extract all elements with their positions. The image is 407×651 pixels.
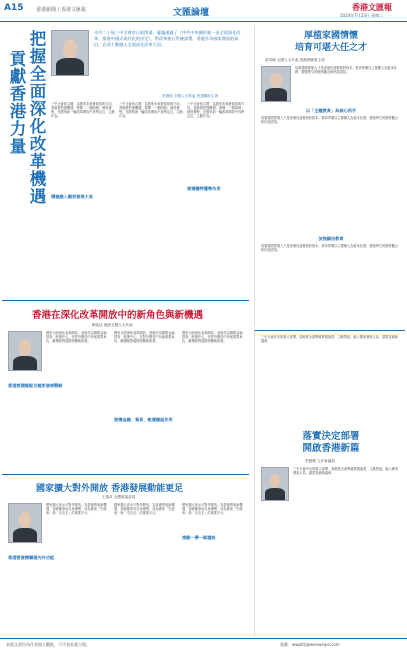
article-2-subhead-1: 香港要積極配合國家發展戰略	[8, 383, 63, 388]
article-1-title	[6, 30, 46, 292]
article-3-body: 國家擴大高水平對外開放，為香港帶來新機遇，香港應善用自身優勢，成為國家「引進來」與「走出去」的重要平台。	[46, 503, 107, 516]
article-4-body-3: 培養愛國愛港人才是香港長遠發展的根本，教育界應以立德樹人為根本任務，增強學生的國家觀念和民族認同。	[261, 244, 399, 253]
article-1-body: 三中全會的召開，為國家未來發展指明方向，香港要把握機遇，發揮「一國兩制」制度優勢，在國家新一輪改革開放中找準定位，主動作為。	[51, 102, 115, 119]
article-1-title-line2: 貢獻香港力量	[7, 50, 26, 155]
article-2-byline: 劉兆佳 港區全國人大代表	[92, 323, 133, 327]
article-1-byline: 李慧琼 全國人大常委 民建聯前主席	[162, 94, 219, 98]
column-title: 文匯論壇	[173, 8, 210, 18]
article-4-byline: 黃均瑜 全國人大代表 香港教聯會主席	[265, 58, 325, 62]
article-4	[254, 26, 405, 326]
article-2	[2, 300, 249, 470]
page-footer	[0, 638, 407, 651]
publish-date: 2024年7月23日 星期二	[340, 13, 384, 18]
article-1-title-line1: 把握全面深化改革機遇	[27, 30, 46, 205]
article-1-body-col2: 三中全會的召開，為國家未來發展指明方向，香港要把握機遇，發揮「一國兩制」制度優勢，在國家新一輪改革開放中找準定位，主動作為。	[119, 102, 183, 119]
footer-email: 電郵：wwpltz@wenweipo.com	[280, 642, 340, 647]
article-1-subhead-1: 積極融入國家發展大局	[51, 194, 93, 199]
article-3-title: 國家擴大對外開放 香港發展動能更足	[36, 484, 184, 494]
author-photo	[51, 30, 89, 76]
article-5-byline: 李慧瓊 立法會議員	[305, 459, 335, 463]
article-5-title-line2: 開啟香港新篇	[302, 443, 360, 454]
article-1	[2, 26, 249, 296]
article-3-body-col2: 國家擴大高水平對外開放，為香港帶來新機遇，香港應善用自身優勢，成為國家「引進來」與「走出去」的重要平台。	[114, 503, 175, 516]
article-5	[254, 330, 405, 636]
author-photo	[261, 66, 291, 102]
section-name: 香港新聞 / 香港文匯報	[36, 7, 86, 13]
footer-note: 本版文章均為作者個人觀點，不代表本報立場。	[6, 642, 90, 647]
author-photo	[8, 331, 42, 371]
article-2-title: 香港在深化改革開放中的新角色與新機遇	[32, 310, 204, 321]
article-4-subhead-1: 以「主題教育」為核心抓手	[305, 108, 357, 113]
article-2-body: 國家全面深化改革開放，香港作為國際金融、貿易、航運中心，在對外開放中扮演重要角色，應積極對接國家戰略需要。	[46, 331, 110, 344]
page-header	[0, 0, 407, 22]
article-3-subhead-2: 推動一帶一路建設	[182, 535, 216, 540]
article-4-title-line1: 厚植家國情懷	[303, 31, 358, 41]
article-3	[2, 474, 249, 636]
article-1-lead: 中共二十屆三中全會於日前閉幕，審議通過了《中共中央關於進一步全面深化改革、推進中國式現代化的決定》，對改革進行系統部署。香港作為國家開放的前沿，必須主動融入全面深化改革大局。	[94, 30, 241, 48]
article-2-subhead-2: 發揮金融、貿易、航運樞紐作用	[114, 417, 173, 422]
article-4-body-2: 培養愛國愛港人才是香港長遠發展的根本，教育界應以立德樹人為根本任務，增強學生的國家觀念和民族認同。	[261, 116, 399, 125]
author-photo	[261, 467, 289, 501]
article-3-byline: 王惠貞 全國政協委員	[102, 495, 136, 499]
masthead-logo: 香港文匯報	[352, 3, 392, 12]
page-number: A15	[4, 3, 24, 13]
article-5-body: 三中全會作出的重大部署，香港要全面準確貫徹落實，主動對接，融入國家發展大局，譜寫香港新篇章。	[293, 467, 399, 476]
article-4-title-line2: 培育可堪大任之才	[294, 43, 367, 53]
article-4-body: 培養愛國愛港人才是香港長遠發展的根本，教育界應以立德樹人為根本任務，增強學生的國家觀念和民族認同。	[295, 66, 397, 75]
article-2-body-col2: 國家全面深化改革開放，香港作為國際金融、貿易、航運中心，在對外開放中扮演重要角色，應積極對接國家戰略需要。	[114, 331, 178, 344]
article-3-subhead-1: 香港要發揮聯通內外功能	[8, 555, 55, 560]
article-5-title-line1: 落實決定部署	[302, 431, 360, 442]
article-1-body-col3: 三中全會的召開，為國家未來發展指明方向，香港要把握機遇，發揮「一國兩制」制度優勢，在國家新一輪改革開放中找準定位，主動作為。	[187, 102, 245, 119]
article-3-body-col3: 國家擴大高水平對外開放，為香港帶來新機遇，香港應善用自身優勢，成為國家「引進來」與「走出去」的重要平台。	[182, 503, 243, 516]
article-4-subhead-2: 加強國民教育	[318, 236, 344, 241]
article-1-subhead-2: 發揮獨特優勢作用	[187, 186, 221, 191]
article-5-body-top: 三中全會作出的重大部署，香港要全面準確貫徹落實，主動對接，融入國家發展大局，譜寫香港新篇章。	[261, 335, 399, 344]
article-2-body-col3: 國家全面深化改革開放，香港作為國際金融、貿易、航運中心，在對外開放中扮演重要角色，應積極對接國家戰略需要。	[182, 331, 246, 344]
article-5-title	[261, 431, 401, 455]
author-photo	[8, 503, 42, 543]
article-4-title	[261, 30, 401, 54]
